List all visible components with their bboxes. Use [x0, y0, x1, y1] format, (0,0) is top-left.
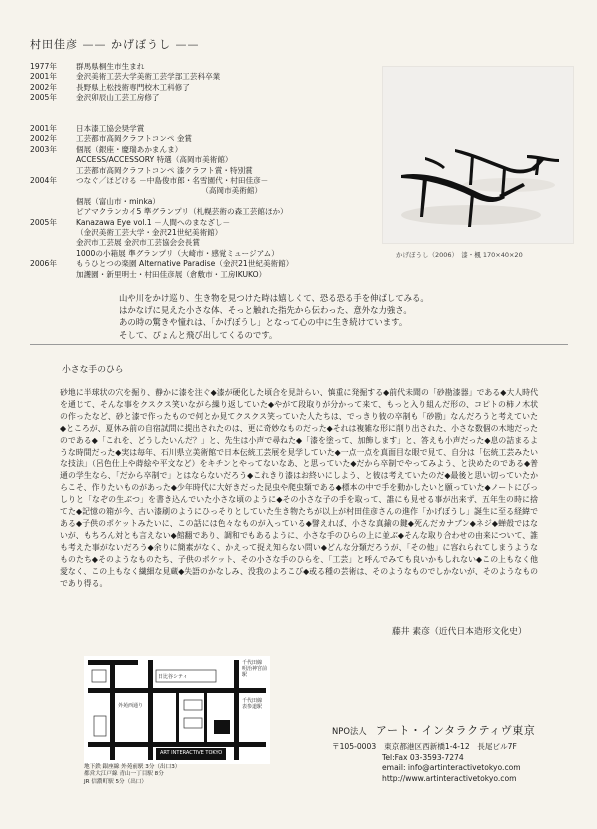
awards-list: [30, 124, 293, 280]
access-note: JR 信濃町駅 5分（出口）: [84, 778, 147, 785]
year: [30, 270, 76, 280]
awards-row: [30, 166, 293, 176]
map-label-station: 千代田線 明治神宮前駅: [242, 660, 268, 678]
telephone: Tel:Fax 03-3593-7274: [382, 752, 464, 762]
year: [30, 197, 76, 207]
entry-text: 1000の小箱展 準グランプリ（大崎市・感覚ミュージアム）: [76, 248, 279, 258]
org-name: アート・インタラクティヴ東京: [375, 724, 536, 737]
year: 2001年: [30, 124, 57, 133]
entry-text: 工芸都市高岡クラフトコンペ 金賞: [76, 134, 193, 144]
essay-author: 藤井 素彦（近代日本造形文化史）: [392, 627, 527, 637]
photo-caption: かげぼうし（2006） 漆・楓 170×40×20: [396, 251, 523, 259]
essay-title: 小さな手のひら: [62, 365, 124, 375]
exhibit-title: [30, 36, 200, 52]
map-label-building: 日比谷シティ: [158, 674, 188, 680]
website-url: http://www.artinteractivetokyo.com: [382, 773, 517, 783]
awards-row: [30, 259, 293, 269]
profile-row: [30, 72, 220, 82]
entry-text: （金沢美術工芸大学・金沢21世紀美術館）: [76, 228, 223, 238]
awards-row: [30, 155, 293, 165]
map-label-station: 千代田線 表参道駅: [242, 698, 263, 710]
profile-row: [30, 83, 220, 93]
org-prefix: NPO法人: [332, 726, 367, 736]
poem: [119, 292, 429, 341]
awards-row: [30, 176, 293, 186]
entry-text: Kanazawa Eye vol.1 －人間へのまなざし－: [76, 217, 231, 227]
artist-name: 村田佳彦: [30, 38, 78, 51]
title-dash: ——: [82, 38, 107, 51]
awards-row: [30, 207, 293, 217]
year: 2005年: [30, 217, 57, 227]
artwork-photo: [382, 66, 574, 244]
awards-row: [30, 228, 293, 238]
divider: [30, 344, 568, 345]
awards-row: [30, 134, 293, 144]
year: 2004年: [30, 176, 57, 186]
title-dash: ——: [175, 38, 200, 51]
year: [30, 228, 76, 238]
profile-row: [30, 62, 220, 72]
year: 2002年: [30, 134, 57, 144]
entry-text: もうひとつの楽園 Alternative Paradise（金沢21世紀美術館）: [76, 259, 294, 269]
profile-row: [30, 93, 220, 103]
organizer: [332, 722, 535, 738]
access-note: 都営大江戸線 青山一丁目駅 8分: [84, 771, 164, 778]
awards-row: [30, 218, 293, 228]
entry-text: 工芸都市高岡クラフトコンペ 漆クラフト賞・特別賞: [76, 165, 253, 175]
awards-row: [30, 197, 293, 207]
year: 1977年: [30, 62, 57, 71]
entry-text: 個展（銀座・慶瑞あかまんま）: [76, 144, 183, 154]
map-label-venue: ART INTERACTIVE TOKYO: [160, 750, 223, 756]
sculpture-image: [383, 67, 573, 243]
awards-row: [30, 124, 293, 134]
entry-text: 金沢市工芸展 金沢市工芸協会会長賞: [76, 238, 200, 248]
entry-text: （高岡市美術館）: [76, 186, 263, 196]
org-contact: [332, 742, 521, 784]
entry-text: ACCESS/ACCESSORY 特選（高岡市美術館）: [76, 155, 233, 165]
entry-text: 加護園・新里明士・村田佳彦展（倉敷市・工房IKUKO）: [76, 269, 267, 279]
awards-row: [30, 270, 293, 280]
entry-text: 日本漆工協会奨学賞: [76, 124, 145, 133]
entry-text: 金沢卯辰山工芸工房修了: [76, 93, 160, 103]
access-map: [84, 656, 270, 764]
year: 2002年: [30, 82, 57, 92]
year: [30, 238, 76, 248]
access-note: 地下鉄 銀座線 外苑前駅 3分（出口3）: [84, 764, 181, 770]
address: 東京都港区西新橋1-4-12 長尾ビル7F: [384, 742, 517, 751]
entry-text: つなぐ／ほどける －中島俊市郎・名雪園代・村田佳彦－: [76, 176, 269, 186]
work-title: かげぼうし: [111, 38, 171, 51]
awards-row: [30, 238, 293, 248]
email: email: info@artinteractivetokyo.com: [382, 763, 521, 773]
entry-text: 群馬県桐生市生まれ: [76, 62, 145, 71]
awards-row: [30, 145, 293, 155]
year: [30, 166, 76, 176]
year: [30, 207, 76, 217]
year: 2001年: [30, 72, 57, 82]
awards-row: [30, 186, 293, 196]
postal-code: 〒105-0003: [332, 742, 377, 751]
entry-text: 金沢美術工芸大学美術工芸学部工芸科卒業: [76, 72, 221, 82]
profile-list: [30, 62, 220, 104]
year: [30, 249, 76, 259]
awards-row: [30, 249, 293, 259]
entry-text: 長野県上松技術専門校木工科修了: [76, 82, 190, 92]
poem-line: あの時の驚きや憧れは、「かげぼうし」となって心の中に生き続けています。: [119, 317, 408, 328]
year: 2005年: [30, 93, 57, 103]
map-label-street: 外苑西通り: [118, 703, 144, 709]
poem-line: そして、ぴょんと飛び出してくるのです。: [119, 329, 278, 340]
poem-line: 山や川をかけ巡り、生き物を見つけた時は嬉しくて、恐る恐る手を伸ばしてみる。: [119, 293, 429, 303]
year: 2006年: [30, 259, 57, 269]
entry-text: 個展（富山市・minka）: [76, 196, 160, 206]
year: [30, 155, 76, 165]
poem-line: はかなげに見えた小さな体、そっと触れた指先から伝わった、意外な力強さ。: [119, 305, 412, 316]
essay-body: 砂地に半球状の穴を掘り、静かに漆を注ぐ◆漆が硬化した頃合を見計らい、慎重に発掘する◆前代未聞の「砂勘漆器」である◆大人時代を通じて、そんな事をクスクス笑いながら繰り返していた◆やがて段取りが分かって来て、もっと入り組んだ形の、コピトの柿ノ木状の作ったなど、砂と漆で作ったもので何とか見てクスクス笑っていた人たちは、でっきり彼の卒制も「砂勘」なんだろうと考えていた◆ところが、夏休み前の自宿試問に提出されたのは、更に奇妙なものだった◆それは複雑な形に削り出された、小さな数個の木地だったのである◆「これを、どうしたいんだ？」と、先生は小声で尋ねた◆「漆を塗って、加飾します」と、答えも小声だった◆息の詰まるような時間だった◆実は毎年、石川県立美術館で日本伝統工芸展を見学していた◆一点一点を真面目な眼で見て、自分は「伝統工芸みたいな技法」（呂色仕上や蒔絵や平文など）をキチンとやってないなあ、と思っていた◆だから卒制でやってみよう、と決めたのである◆普通の学生なら、「だから卒制で」とはならないだろう◆これきり漆はお終いにしよう、と彼は考えていたのだ◆最後と思い切っていたからこそ、作りたいものがあった◆少年時代に大好きだった昆虫や爬虫類である◆標本の中で手を動かしたいと願っていた◆ノートにびっしりと「なぞの生ぶつ」を書き込んでいた小さな頃のように◆その小さな子の手を取って、誰にも見せる事が出来ず、五年生の時に捨てた◆記憶の箱が今、古い漆刷のようにひっそりとしていた生き物たちが以上が村田佳彦さんの進作「かげぼうし」誕生に至る経緯である◆子供のポケットみたいに、この話には色々なものが入っている◆譬えれば、小さな真鍮の鍵◆死んだカナブン◆ネジ◆蝉殻ではないが、もちろん対とも言えない◆館翻であり、調和でもあるように、小さな手のひらの上に並ぶ◆そんな取り合わせの由来について、誰も考えた事がないだろう◆余りに簡素がなく、かえって捉え知らない問い◆どんな分類だろうが、「その他」に容れられてしまうようなものたち◆そのようなものたち、子供のポケット、その小さな手のひらを、「工芸」と呼んでみても良いかもしれない◆この上もなく他愛なく、この上もなく繊細な見蔵◆失語のかなしみ、没我のよろこび◆或る種の芸術は、そのようなものでしかないが、そのようなものであり得る。: [60, 388, 539, 588]
year: [30, 186, 76, 196]
year: 2003年: [30, 144, 57, 154]
entry-text: ピアマクランカイ5 準グランプリ（札幌芸術の森工芸館ほか）: [76, 207, 288, 217]
map-notes: [84, 764, 180, 786]
